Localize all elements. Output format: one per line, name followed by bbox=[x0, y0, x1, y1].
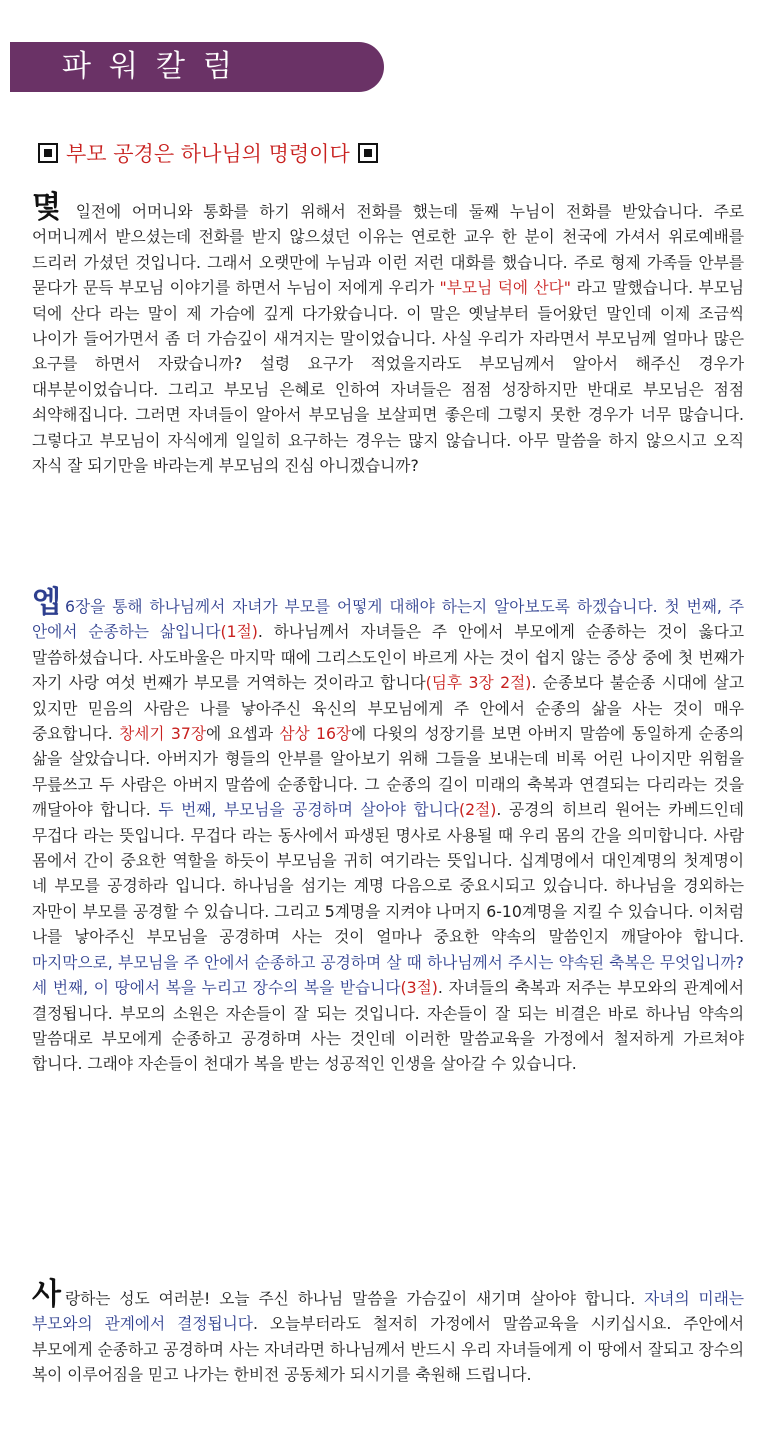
verse-reference: (딤후 3장 2절) bbox=[425, 673, 532, 693]
article-title: 부모 공경은 하나님의 명령이다 bbox=[66, 142, 350, 166]
drop-cap: 사 bbox=[32, 1277, 61, 1312]
paragraph-text: 랑하는 성도 여러분! 오늘 주신 하나님 말씀을 가슴깊이 새기며 살아야 합니다. bbox=[64, 1289, 645, 1308]
verse-reference: (1절) bbox=[220, 622, 258, 642]
verse-reference: 창세기 37장 bbox=[119, 724, 207, 744]
blue-highlight: 자녀의 미래는 부모와의 관계에서 결정됩니다 bbox=[32, 1289, 744, 1334]
blue-highlight: 마지막으로, 부모님을 주 안에서 순종하고 공경하며 살 때 하나님께서 주시는 약속된 축복은 무엇입니까? 세 번째, 이 땅에서 복을 누리고 장수의 복을 받습니다 bbox=[32, 952, 744, 998]
article-paragraph-3 bbox=[32, 1277, 744, 1388]
paragraph-text: 일전에 어머니와 통화를 하기 위해서 전화를 했는데 둘째 누님이 전화를 받았습니다. 주로 어머니께서 받으셨는데 전화를 받지 않으셨던 이유는 연로한 교우 한 분이 천국에 가셔서 위로예배를 드리러 가셨던 것입니다. 그래서 오랫만에 누님과 이런 저런 대화를 했습니다. 주로 형제 가족들 안부를 묻다가 문득 부모님 이야기를 하면서 누님이 저에게 우리가 bbox=[32, 202, 744, 298]
column-banner-title: 파워칼럼 bbox=[62, 49, 250, 84]
paragraph-text: 에 다윗의 성장기를 보면 아버지 말씀에 동일하게 순종의 삶을 살았습니다. 아버지가 형들의 안부를 알아보기 위해 그들을 보내는데 비록 어린 나이지만 위험을 무릎쓰고 두 사람은 아버지 말씀에 순종합니다. 그 순종의 길이 미래의 축복과 연결되는 다리라는 것을 깨달아야 합니다. bbox=[32, 724, 744, 820]
drop-cap: 엡 bbox=[32, 585, 61, 620]
verse-reference: (3절) bbox=[400, 978, 438, 998]
quote-highlight: "부모님 덕에 산다" bbox=[439, 278, 572, 298]
paragraph-text: 에 요셉과 bbox=[206, 724, 280, 744]
article-paragraph-1 bbox=[32, 190, 745, 478]
square-bullet-icon bbox=[38, 143, 58, 163]
paragraph-text: . 하나님께서 자녀들은 주 안에서 부모에게 순종하는 것이 옳다고 말씀하셨습니다. 사도바울은 마지막 때에 그리스도인이 바르게 사는 것이 쉽지 않는 증상 중에 첫 번째가 자기 사랑 여섯 번째가 부모를 거역하는 것이라고 합니다 bbox=[32, 622, 744, 693]
paragraph-text: . 공경의 히브리 원어는 카베드인데 무겁다 라는 뜻입니다. 무겁다 라는 동사에서 파생된 명사로 사용될 때 우리 몸의 간을 의미합니다. 사람 몸에서 간이 중요한 역할을 하듯이 부모님을 귀히 여기라는 뜻입니다. 십계명에서 대인계명의 첫계명이 네 부모를 공경하라 입니다. 하나님을 섬기는 계명 다음으로 중요시되고 있습니다. 하나님을 경외하는 자만이 부모를 공경할 수 있습니다. 그리고 5계명을 지켜야 나머지 6-10계명을 지킬 수 있습니다. 이처럼 나를 낳아주신 부모님을 공경하며 사는 것이 얼마나 중요한 약속의 말씀인지 깨달아야 합니다. bbox=[32, 800, 744, 947]
drop-cap: 몇 bbox=[32, 190, 61, 225]
blue-highlight: 6장을 통해 하나님께서 자녀가 부모를 어떻게 대해야 하는지 알아보도록 하겠습니다. 첫 번째, 주 안에서 순종하는 삶입니다 bbox=[32, 597, 744, 642]
paragraph-text: . 오늘부터라도 철저히 가정에서 말씀교육을 시키십시요. 주안에서 부모에게 순종하고 공경하며 사는 자녀라면 하나님께서 반드시 우리 자녀들에게 이 땅에서 잘되고 장수의 복이 이루어짐을 믿고 나가는 한비전 공동체가 되시기를 축원해 드립니다. bbox=[32, 1314, 744, 1385]
blue-highlight: 두 번째, 부모님을 공경하며 살아야 합니다 bbox=[158, 800, 459, 820]
article-heading bbox=[30, 138, 386, 168]
paragraph-text: . 자녀들의 축복과 저주는 부모와의 관계에서 결정됩니다. 부모의 소원은 자손들이 잘 되는 것입니다. 자손들이 잘 되는 비결은 바로 하나님 약속의 말씀대로 부모에게 순종하고 공경하며 사는 것인데 이러한 말씀교육을 가정에서 철저하게 가르쳐야 합니다. 그래야 자손들이 천대가 복을 받는 성공적인 인생을 살아갈 수 있습니다. bbox=[32, 978, 744, 1074]
article-paragraph-2 bbox=[32, 585, 744, 1077]
paragraph-text: 라고 말했습니다. 부모님 덕에 산다 라는 말이 제 가슴에 깊게 다가왔습니다. 이 말은 옛날부터 들어왔던 말인데 이제 조금씩 나이가 들어가면서 좀 더 가슴깊이 새겨지는 말이었습니다. 사실 우리가 자라면서 부모님께 얼마나 많은 요구를 하면서 자랐습니까? 설령 요구가 적었을지라도 부모님께서 알아서 해주신 경우가 대부분이었습니다. 그리고 부모님 은혜로 인하여 자녀들은 점점 성장하지만 반대로 부모님은 점점 쇠약해집니다. 그러면 자녀들이 알아서 부모님을 보살피면 좋은데 그렇지 못한 경우가 너무 많습니다. 그렇다고 부모님이 자식에게 일일히 요구하는 경우는 많지 않습니다. 아무 말씀을 하지 않으시고 오직 자식 잘 되기만을 바라는게 부모님의 진심 아니겠습니까? bbox=[32, 278, 745, 476]
square-bullet-icon bbox=[358, 143, 378, 163]
verse-reference: (2절) bbox=[459, 800, 497, 820]
paragraph-text: . 순종보다 불순종 시대에 살고 있지만 믿음의 사람은 나를 낳아주신 육신의 부모님에게 주 안에서 순종의 삶을 사는 것이 매우 중요합니다. bbox=[32, 673, 744, 744]
verse-reference: 삼상 16장 bbox=[279, 724, 352, 744]
